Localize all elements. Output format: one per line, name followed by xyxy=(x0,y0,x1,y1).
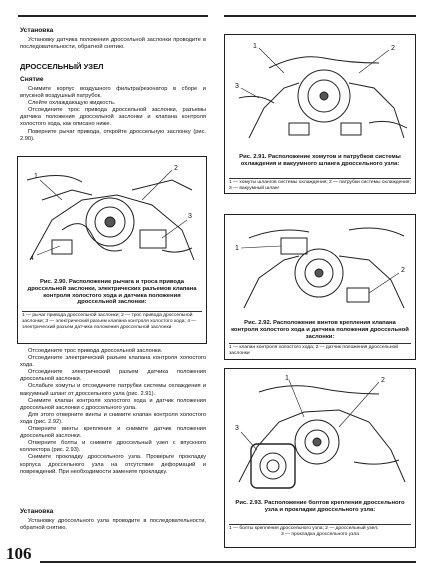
svg-text:1: 1 xyxy=(34,173,38,180)
figure-2-93-divider xyxy=(229,524,411,525)
figure-2-90-legend xyxy=(22,313,202,331)
install-paragraph-bottom: Установку дроссельного узла проводите в последовательности, обратной снятию. xyxy=(20,518,206,532)
figure-2-91-divider xyxy=(229,178,411,179)
bottom-rule xyxy=(40,561,416,563)
step-para-2: Отсоедините электрический разъем клапана контроля холостого хода. xyxy=(20,355,206,369)
throttle-body-bolts-drawing xyxy=(229,372,411,498)
step-para-5: Снимите клапан контроля холостого хода и датчик положения дроссельной заслонки с дроссельного узла. xyxy=(20,397,206,411)
svg-text:2: 2 xyxy=(174,165,178,172)
svg-text:3: 3 xyxy=(188,213,192,220)
figure-2-91-legend-text: 1 — хомуты шлангов системы охлаждения; 2 — патрубки системы охлаждения; 3 — вакуумный шланг xyxy=(229,180,411,192)
svg-text:2: 2 xyxy=(391,45,395,52)
figure-2-90-caption: Рис. 2.90. Расположение рычага и троса привода дроссельной заслонки, электрических разъемов клапана контроля холостого хода и датчика положения дроссельной заслонки: xyxy=(27,279,197,306)
step-para-1: Отсоедините трос привода дроссельной заслонки. xyxy=(28,348,163,354)
svg-text:3: 3 xyxy=(235,83,239,90)
svg-text:3: 3 xyxy=(235,425,239,432)
figure-2-92-illustration xyxy=(229,218,411,318)
top-rule-right xyxy=(224,15,416,17)
figure-2-92 xyxy=(224,214,416,360)
steps-paragraphs xyxy=(20,348,206,476)
section-title: ДРОССЕЛЬНЫЙ УЗЕЛ xyxy=(20,62,104,71)
svg-text:2: 2 xyxy=(401,267,405,274)
figure-2-93-illustration xyxy=(229,372,411,498)
figure-2-93-legend-line-1: 1 — болты крепления дроссельного узла; 2 — дроссельный узел; xyxy=(229,526,379,531)
page-number: 106 xyxy=(6,544,32,563)
removal-paragraphs xyxy=(20,86,206,143)
figure-2-93-legend xyxy=(229,526,411,538)
step-para-3: Отсоедините электрический разъем датчика положения дроссельной заслонки. xyxy=(20,369,206,383)
step-para-6: Для этого отверните винты и снимите клапан контроля холостого хода (рис. 2.92). xyxy=(20,411,206,425)
removal-heading: Снятие xyxy=(20,76,44,83)
install-heading-top: Установка xyxy=(20,27,54,34)
figure-2-92-caption: Рис. 2.92. Расположение винтов крепления клапана контроля холостого хода и датчика положения дроссельной заслонки: xyxy=(231,320,409,340)
svg-text:1: 1 xyxy=(235,245,239,252)
figure-2-91-caption: Рис. 2.91. Расположение хомутов и патрубков системы охлаждения и вакуумного шланга дроссельного узла: xyxy=(239,154,401,167)
figure-2-90-legend-text: 1 — рычаг привода дроссельной заслонки; 2 — трос привода дроссельной заслонки; 3 — электрический разъем клапана контроля холостого хода; 4 — электрический разъем датчика положения дроссельной заслонки xyxy=(22,313,197,331)
figure-2-91-illustration xyxy=(229,38,411,150)
idle-valve-drawing xyxy=(229,218,411,318)
figure-2-92-legend xyxy=(229,345,411,357)
svg-text:1: 1 xyxy=(285,375,289,382)
figure-2-90-divider xyxy=(22,311,202,312)
throttle-linkage-drawing xyxy=(22,160,202,272)
figure-2-93 xyxy=(224,368,416,548)
step-para-9: Снимите прокладку дроссельного узла. Проверьте прокладку корпуса дроссельного узла на отсутствие деформаций и повреждений. При необходимости замените прокладку. xyxy=(20,454,206,475)
install-paragraph-top: Установку датчика положения дроссельной заслонки проводите в последовательности, обратной снятию. xyxy=(20,37,206,51)
step-para-7: Отверните винты крепления и снимите датчик положения дроссельной заслонки. xyxy=(20,426,206,440)
figure-2-91-legend xyxy=(229,180,411,192)
svg-text:1: 1 xyxy=(253,43,257,50)
figure-2-92-legend-text: 1 — клапан контроля холостого хода; 2 — датчик положения дроссельной заслонки xyxy=(229,345,398,357)
figure-2-92-divider xyxy=(229,343,411,344)
removal-para-3: Отсоедините трос привода дроссельной заслонки, разъемы датчика положения дроссельной заслонки и клапана контроля холостого хода, как описано ниже. xyxy=(20,107,206,128)
top-rule-left xyxy=(18,15,208,17)
figure-2-93-caption: Рис. 2.93. Расположение болтов крепления дроссельного узла и прокладки дроссельного узла: xyxy=(235,500,405,513)
removal-para-2: Слейте охлаждающую жидкость. xyxy=(28,100,116,107)
step-para-4: Ослабьте хомуты и отсоедините патрубки системы охлаждения и вакуумный шланг от дроссельного узла (рис. 2.91). xyxy=(20,383,206,397)
step-para-8: Отверните болты и снимите дроссельный узел с впускного коллектора (рис. 2.93). xyxy=(20,440,206,454)
figure-2-91 xyxy=(224,34,416,194)
figure-2-93-legend-line-2: 3 — прокладка дроссельного узла xyxy=(281,532,359,538)
removal-para-1: Снимите корпус воздушного фильтра/резонатор в сборе и впускной воздушный патрубок. xyxy=(20,86,206,100)
svg-text:4: 4 xyxy=(30,255,34,262)
svg-text:2: 2 xyxy=(381,377,385,384)
figure-2-90 xyxy=(17,156,207,344)
install-heading-bottom: Установка xyxy=(20,508,54,515)
figure-2-90-illustration xyxy=(22,160,202,272)
coolant-hoses-drawing xyxy=(229,38,411,150)
removal-para-4: Поверните рычаг привода, откройте дроссельную заслонку (рис. 2.90). xyxy=(20,128,206,142)
